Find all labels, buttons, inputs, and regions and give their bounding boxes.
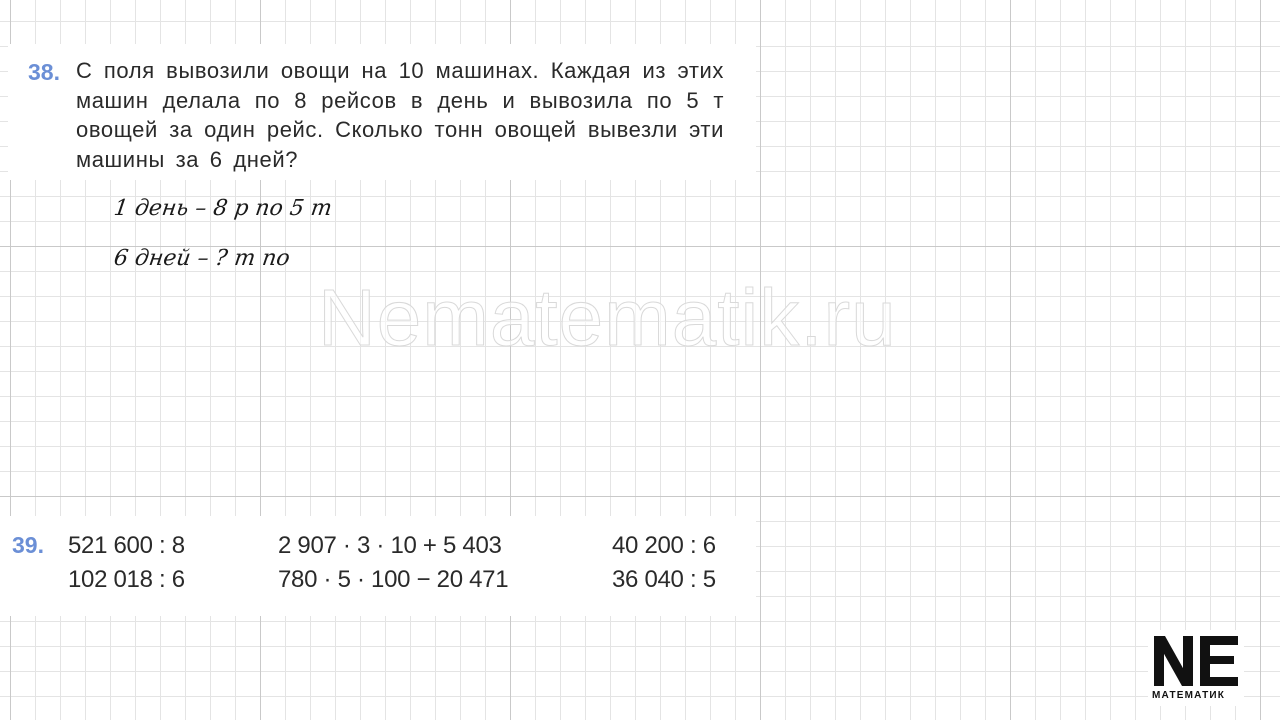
expression-3: 2 907 · 3 · 10 + 5 403	[278, 532, 502, 559]
task-38-text: С поля вывозили овощи на 10 машинах. Каждая из этих машин делала по 8 рейсов в день и вывозила по 5 т овощей за один рейс. Сколько тонн овощей вывезли эти машины за 6 дней?	[76, 58, 724, 172]
task-39-number: 39.	[12, 532, 44, 558]
expression-2: 102 018 : 6	[68, 566, 185, 593]
expression-4: 780 · 5 · 100 − 20 471	[278, 566, 509, 593]
logo-caption: МАТЕМАТИК	[1152, 690, 1226, 701]
expression-6: 36 040 : 5	[612, 566, 716, 593]
handwritten-note-2: 6 дней – ? т по	[112, 246, 292, 271]
nematematik-logo	[1148, 630, 1244, 706]
handwritten-note-1: 1 день – 8 р по 5 т	[112, 196, 334, 221]
site-watermark: Nematematik.ru	[318, 273, 897, 362]
task-38-card	[8, 44, 756, 180]
task-39-card	[0, 516, 756, 616]
task-38-number: 38.	[28, 59, 60, 85]
expression-1: 521 600 : 8	[68, 532, 185, 559]
logo-ne-mark	[1148, 630, 1244, 690]
expression-5: 40 200 : 6	[612, 532, 716, 559]
